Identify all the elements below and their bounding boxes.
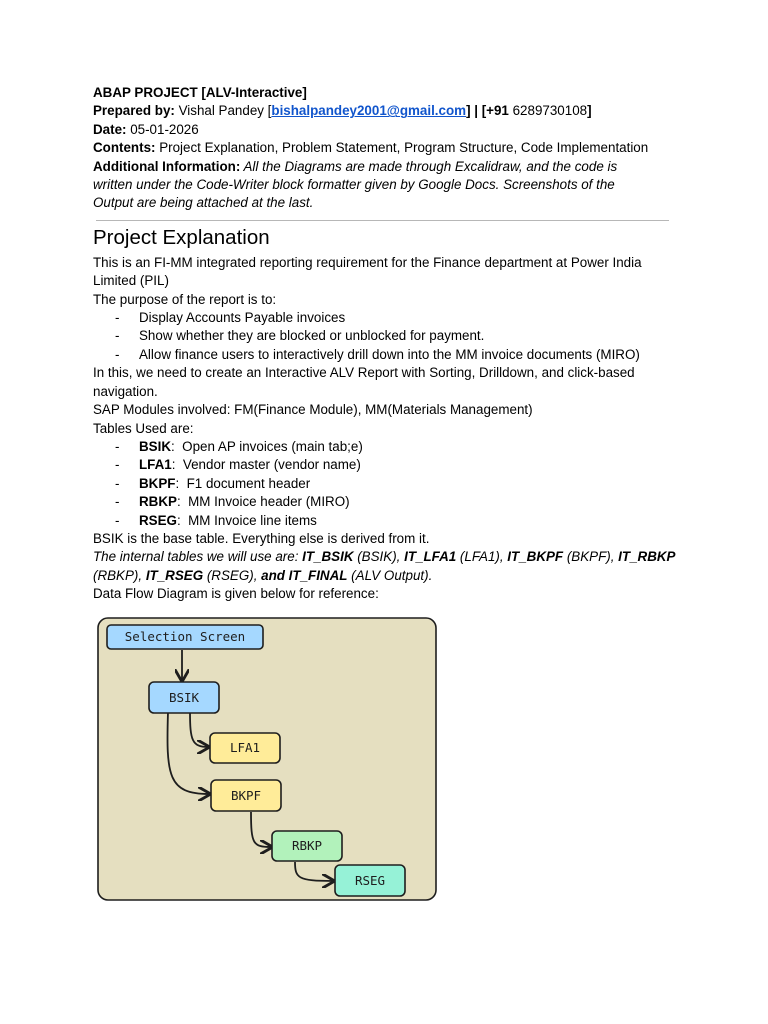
additional-info: Additional Information: All the Diagrams are made through Excalidraw, and the code is written under the Code-Writer block formatter given by Google Docs. Screenshots of the Output are being attached at the last. [93, 158, 618, 211]
horizontal-divider [96, 220, 669, 221]
node-bsik [149, 682, 219, 713]
list-item: - Display Accounts Payable invoices [115, 310, 346, 326]
table-item-lfa1: - LFA1: Vendor master (vendor name) [115, 457, 361, 473]
section-heading: Project Explanation [93, 225, 270, 249]
node-rbkp-label: RBKP [291, 838, 323, 853]
alv-paragraph: In this, we need to create an Interactive ALV Report with Sorting, Drilldown, and click-based navigation. [93, 365, 635, 399]
dfd-caption: Data Flow Diagram is given below for reference: [93, 586, 379, 602]
table-item-rbkp: - RBKP: MM Invoice header (MIRO) [115, 494, 350, 510]
node-rseg [335, 865, 405, 896]
prepared-by-line: Prepared by: Vishal Pandey [bishalpandey2001@gmail.com] | [+91 6289730108] [93, 103, 592, 119]
modules-line: SAP Modules involved: FM(Finance Module), MM(Materials Management) [93, 402, 533, 418]
intro-paragraph: This is an FI-MM integrated reporting requirement for the Finance department at Power India Limited (PIL) [93, 254, 642, 289]
node-lfa1 [210, 733, 280, 763]
node-rbkp [272, 831, 342, 861]
base-table-line: BSIK is the base table. Everything else is derived from it. [93, 530, 430, 546]
node-selection-screen [107, 625, 263, 649]
node-bsik-label: BSIK [168, 690, 200, 705]
data-flow-diagram [96, 616, 438, 902]
purpose-line: The purpose of the report is to: [93, 291, 277, 307]
internal-tables-line: The internal tables we will use are: IT_BSIK (BSIK), IT_LFA1 (LFA1), IT_BKPF (BKPF), IT_RBKP (RBKP), IT_RSEG (RSEG), and IT_FINAL (ALV Output). [93, 549, 676, 583]
table-item-bkpf: - BKPF: F1 document header [115, 475, 311, 491]
contents-line: Contents: Project Explanation, Problem Statement, Program Structure, Code Implementation [93, 140, 649, 156]
tables-intro: Tables Used are: [93, 420, 194, 436]
node-bkpf [211, 780, 281, 811]
node-bkpf-label: BKPF [230, 788, 262, 803]
email-link[interactable]: bishalpandey2001@gmail.com [271, 103, 467, 119]
node-lfa1-label: LFA1 [229, 740, 261, 755]
date-line: Date: 05-01-2026 [93, 121, 199, 137]
node-selection-label: Selection Screen [124, 629, 246, 644]
list-item: - Allow finance users to interactively drill down into the MM invoice documents (MIRO) [115, 346, 640, 362]
document-page [93, 84, 683, 604]
table-item-rseg: - RSEG: MM Invoice line items [115, 512, 317, 528]
doc-title: ABAP PROJECT [ALV-Interactive] [93, 85, 307, 100]
node-rseg-label: RSEG [354, 873, 386, 888]
list-item: - Show whether they are blocked or unblocked for payment. [115, 328, 485, 344]
table-item-bsik: - BSIK: Open AP invoices (main tab;e) [115, 438, 363, 454]
